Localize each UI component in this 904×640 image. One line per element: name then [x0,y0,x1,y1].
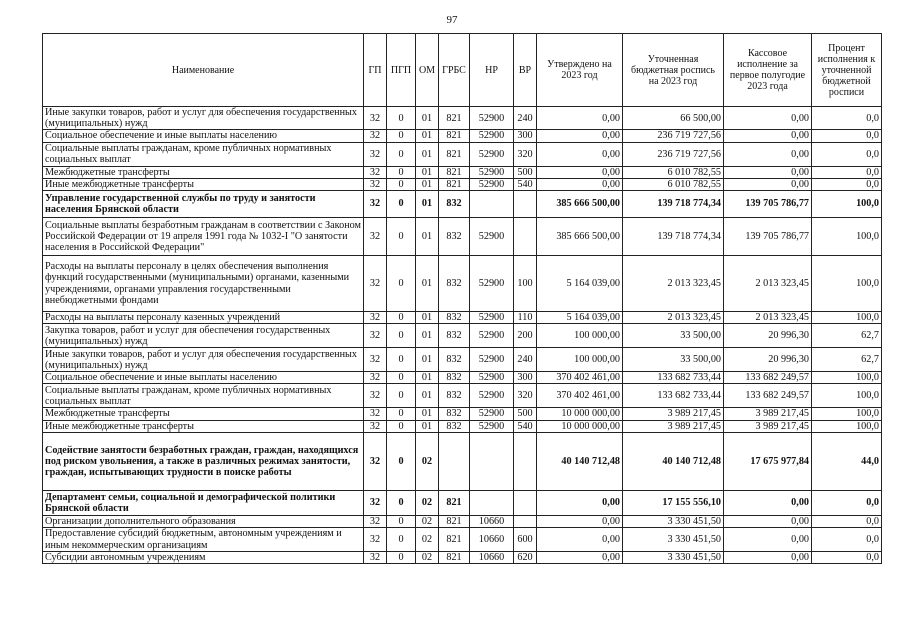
cell-np: 52900 [470,130,514,142]
cell-np: 52900 [470,348,514,372]
cell-ppgp: 0 [387,166,416,178]
cell-om: 01 [416,178,439,190]
page-number: 97 [446,14,458,26]
cell-refined: 6 010 782,55 [623,166,724,178]
cell-percent: 100,0 [812,408,882,420]
cell-percent: 100,0 [812,191,882,218]
cell-approved: 100 000,00 [537,324,623,348]
cell-ppgp: 0 [387,515,416,527]
cell-grbs: 832 [439,324,470,348]
cell-name: Департамент семьи, социальной и демографической политики Брянской области [43,490,364,515]
cell-ppgp: 0 [387,142,416,166]
col-header-approved: Утверждено на 2023 год [537,34,623,107]
cell-grbs: 821 [439,166,470,178]
cell-refined: 2 013 323,45 [623,312,724,324]
cell-percent: 0,0 [812,178,882,190]
table-row [43,384,882,408]
cell-om: 01 [416,348,439,372]
cell-np: 52900 [470,312,514,324]
col-header-cash: Кассовое исполнение за первое полугодие 2023 года [724,34,812,107]
cell-percent: 100,0 [812,372,882,384]
cell-name: Организации дополнительного образования [43,515,364,527]
cell-ppgp: 0 [387,107,416,130]
cell-gp: 32 [364,324,387,348]
cell-gp: 32 [364,408,387,420]
cell-om: 01 [416,130,439,142]
cell-grbs: 832 [439,372,470,384]
cell-np: 52900 [470,166,514,178]
cell-approved: 100 000,00 [537,348,623,372]
cell-approved: 0,00 [537,528,623,552]
cell-grbs [439,432,470,490]
cell-vr: 500 [514,166,537,178]
table-row [43,218,882,256]
cell-approved: 385 666 500,00 [537,191,623,218]
cell-cash: 139 705 786,77 [724,191,812,218]
cell-ppgp: 0 [387,130,416,142]
cell-vr [514,191,537,218]
cell-om: 01 [416,166,439,178]
cell-refined: 139 718 774,34 [623,191,724,218]
cell-gp: 32 [364,515,387,527]
cell-name: Социальные выплаты безработным гражданам в соответствии с Законом Российской Федерации от 19 апреля 1991 года № 1032-I "О занятости населения в Российской Федерации" [43,218,364,256]
cell-grbs: 821 [439,178,470,190]
cell-np: 10660 [470,528,514,552]
cell-approved: 5 164 039,00 [537,256,623,312]
cell-name: Управление государственной службы по труду и занятости населения Брянской области [43,191,364,218]
cell-vr: 200 [514,324,537,348]
table-row [43,312,882,324]
cell-np: 52900 [470,324,514,348]
cell-vr: 320 [514,384,537,408]
table-row [43,178,882,190]
cell-percent: 62,7 [812,348,882,372]
cell-om: 01 [416,142,439,166]
cell-vr [514,515,537,527]
table-row [43,515,882,527]
cell-refined: 33 500,00 [623,348,724,372]
table-row [43,372,882,384]
cell-gp: 32 [364,528,387,552]
cell-name: Содействие занятости безработных граждан, граждан, находящихся под риском увольнения, а также в различных режимах занятости, граждан, испытывающих трудности в поиске работы [43,432,364,490]
cell-cash: 0,00 [724,107,812,130]
col-header-percent: Процент исполнения к уточненной бюджетной росписи [812,34,882,107]
cell-refined: 133 682 733,44 [623,372,724,384]
cell-vr: 110 [514,312,537,324]
cell-om: 02 [416,528,439,552]
cell-vr: 540 [514,178,537,190]
table-header-row [43,34,882,107]
cell-name: Социальное обеспечение и иные выплаты населению [43,130,364,142]
cell-np: 52900 [470,142,514,166]
cell-ppgp: 0 [387,384,416,408]
cell-vr: 500 [514,408,537,420]
cell-np [470,490,514,515]
table-row [43,142,882,166]
cell-grbs: 821 [439,490,470,515]
cell-name: Иные закупки товаров, работ и услуг для обеспечения государственных (муниципальных) нужд [43,348,364,372]
table-row [43,348,882,372]
cell-cash: 0,00 [724,552,812,564]
cell-name: Социальные выплаты гражданам, кроме публичных нормативных социальных выплат [43,142,364,166]
cell-gp: 32 [364,142,387,166]
cell-cash: 0,00 [724,178,812,190]
cell-ppgp: 0 [387,432,416,490]
cell-percent: 62,7 [812,324,882,348]
cell-approved: 0,00 [537,166,623,178]
cell-approved: 370 402 461,00 [537,384,623,408]
cell-percent: 100,0 [812,256,882,312]
cell-om: 02 [416,552,439,564]
cell-gp: 32 [364,420,387,432]
cell-vr: 240 [514,107,537,130]
cell-cash: 0,00 [724,515,812,527]
cell-np: 10660 [470,515,514,527]
cell-vr: 600 [514,528,537,552]
cell-gp: 32 [364,178,387,190]
cell-name: Предоставление субсидий бюджетным, автономным учреждениям и иным некоммерческим организациям [43,528,364,552]
col-header-name: Наименование [43,34,364,107]
budget-execution-table [42,33,882,564]
cell-refined: 3 330 451,50 [623,515,724,527]
cell-percent: 0,0 [812,142,882,166]
cell-percent: 0,0 [812,107,882,130]
cell-cash: 0,00 [724,166,812,178]
table-row [43,490,882,515]
table-row [43,432,882,490]
cell-approved: 40 140 712,48 [537,432,623,490]
cell-approved: 385 666 500,00 [537,218,623,256]
cell-grbs: 832 [439,420,470,432]
cell-ppgp: 0 [387,528,416,552]
cell-ppgp: 0 [387,348,416,372]
cell-om: 01 [416,312,439,324]
cell-np: 52900 [470,372,514,384]
cell-cash: 17 675 977,84 [724,432,812,490]
cell-om: 01 [416,384,439,408]
cell-grbs: 832 [439,312,470,324]
cell-om: 01 [416,372,439,384]
cell-approved: 10 000 000,00 [537,420,623,432]
cell-approved: 0,00 [537,142,623,166]
cell-np: 52900 [470,420,514,432]
cell-refined: 2 013 323,45 [623,256,724,312]
cell-cash: 0,00 [724,490,812,515]
cell-approved: 0,00 [537,130,623,142]
col-header-ppgp: ПГП [387,34,416,107]
cell-grbs: 821 [439,528,470,552]
cell-refined: 3 330 451,50 [623,528,724,552]
cell-vr [514,218,537,256]
cell-name: Расходы на выплаты персоналу казенных учреждений [43,312,364,324]
cell-om: 01 [416,191,439,218]
cell-om: 01 [416,420,439,432]
cell-percent: 0,0 [812,130,882,142]
cell-cash: 139 705 786,77 [724,218,812,256]
cell-gp: 32 [364,166,387,178]
table-row [43,528,882,552]
cell-grbs: 821 [439,130,470,142]
cell-grbs: 832 [439,191,470,218]
cell-ppgp: 0 [387,552,416,564]
cell-ppgp: 0 [387,372,416,384]
cell-grbs: 821 [439,552,470,564]
cell-gp: 32 [364,312,387,324]
cell-refined: 3 330 451,50 [623,552,724,564]
cell-gp: 32 [364,372,387,384]
cell-percent: 0,0 [812,528,882,552]
cell-refined: 139 718 774,34 [623,218,724,256]
cell-np [470,191,514,218]
cell-cash: 0,00 [724,528,812,552]
table-row [43,324,882,348]
table-row [43,191,882,218]
cell-om: 01 [416,256,439,312]
cell-name: Субсидии автономным учреждениям [43,552,364,564]
cell-name: Социальное обеспечение и иные выплаты населению [43,372,364,384]
cell-approved: 0,00 [537,107,623,130]
cell-cash: 133 682 249,57 [724,384,812,408]
cell-name: Закупка товаров, работ и услуг для обеспечения государственных (муниципальных) нужд [43,324,364,348]
col-header-refined: Уточненная бюджетная роспись на 2023 год [623,34,724,107]
cell-approved: 0,00 [537,552,623,564]
cell-approved: 0,00 [537,178,623,190]
col-header-om: ОМ [416,34,439,107]
cell-gp: 32 [364,191,387,218]
cell-vr: 540 [514,420,537,432]
col-header-vr: ВР [514,34,537,107]
table-row [43,256,882,312]
cell-vr: 320 [514,142,537,166]
cell-gp: 32 [364,107,387,130]
table-row [43,420,882,432]
cell-refined: 40 140 712,48 [623,432,724,490]
cell-percent: 100,0 [812,312,882,324]
cell-cash: 133 682 249,57 [724,372,812,384]
table-row [43,166,882,178]
cell-refined: 133 682 733,44 [623,384,724,408]
cell-approved: 5 164 039,00 [537,312,623,324]
cell-ppgp: 0 [387,420,416,432]
col-header-gp: ГП [364,34,387,107]
cell-om: 02 [416,515,439,527]
cell-cash: 0,00 [724,142,812,166]
cell-np: 52900 [470,107,514,130]
cell-om: 01 [416,408,439,420]
cell-cash: 0,00 [724,130,812,142]
cell-refined: 66 500,00 [623,107,724,130]
cell-cash: 3 989 217,45 [724,420,812,432]
cell-refined: 6 010 782,55 [623,178,724,190]
cell-refined: 236 719 727,56 [623,142,724,166]
cell-approved: 370 402 461,00 [537,372,623,384]
cell-gp: 32 [364,384,387,408]
cell-refined: 17 155 556,10 [623,490,724,515]
cell-gp: 32 [364,432,387,490]
cell-np: 52900 [470,218,514,256]
cell-percent: 100,0 [812,384,882,408]
cell-np: 10660 [470,552,514,564]
cell-percent: 0,0 [812,490,882,515]
cell-ppgp: 0 [387,178,416,190]
cell-grbs: 832 [439,408,470,420]
cell-percent: 0,0 [812,166,882,178]
cell-om: 01 [416,324,439,348]
cell-cash: 3 989 217,45 [724,408,812,420]
cell-vr: 300 [514,372,537,384]
cell-name: Межбюджетные трансферты [43,408,364,420]
cell-cash: 20 996,30 [724,348,812,372]
cell-om: 02 [416,432,439,490]
cell-name: Социальные выплаты гражданам, кроме публичных нормативных социальных выплат [43,384,364,408]
cell-gp: 32 [364,130,387,142]
cell-name: Иные межбюджетные трансферты [43,178,364,190]
cell-percent: 100,0 [812,420,882,432]
cell-vr [514,490,537,515]
cell-grbs: 832 [439,384,470,408]
cell-cash: 2 013 323,45 [724,312,812,324]
cell-np: 52900 [470,178,514,190]
cell-name: Расходы на выплаты персоналу в целях обеспечения выполнения функций государственными (муниципальными) органами, казенными учреждениями, органами управления государственными внебюджетными фондами [43,256,364,312]
cell-vr: 240 [514,348,537,372]
cell-ppgp: 0 [387,191,416,218]
col-header-grbs: ГРБС [439,34,470,107]
cell-vr [514,432,537,490]
cell-gp: 32 [364,490,387,515]
cell-grbs: 832 [439,218,470,256]
cell-refined: 3 989 217,45 [623,408,724,420]
table-row [43,408,882,420]
cell-grbs: 832 [439,256,470,312]
cell-om: 02 [416,490,439,515]
table-row [43,130,882,142]
cell-om: 01 [416,218,439,256]
cell-refined: 33 500,00 [623,324,724,348]
cell-grbs: 821 [439,107,470,130]
cell-approved: 0,00 [537,490,623,515]
cell-np [470,432,514,490]
cell-gp: 32 [364,218,387,256]
cell-refined: 3 989 217,45 [623,420,724,432]
cell-vr: 300 [514,130,537,142]
cell-name: Межбюджетные трансферты [43,166,364,178]
cell-approved: 10 000 000,00 [537,408,623,420]
cell-approved: 0,00 [537,515,623,527]
cell-name: Иные закупки товаров, работ и услуг для обеспечения государственных (муниципальных) нужд [43,107,364,130]
cell-grbs: 821 [439,515,470,527]
cell-ppgp: 0 [387,408,416,420]
cell-vr: 100 [514,256,537,312]
cell-ppgp: 0 [387,256,416,312]
cell-gp: 32 [364,552,387,564]
cell-cash: 2 013 323,45 [724,256,812,312]
cell-refined: 236 719 727,56 [623,130,724,142]
cell-om: 01 [416,107,439,130]
table-row [43,552,882,564]
cell-gp: 32 [364,256,387,312]
cell-np: 52900 [470,384,514,408]
cell-ppgp: 0 [387,312,416,324]
cell-vr: 620 [514,552,537,564]
cell-percent: 100,0 [812,218,882,256]
cell-gp: 32 [364,348,387,372]
cell-ppgp: 0 [387,218,416,256]
cell-cash: 20 996,30 [724,324,812,348]
cell-percent: 0,0 [812,515,882,527]
cell-percent: 44,0 [812,432,882,490]
cell-np: 52900 [470,408,514,420]
col-header-np: НР [470,34,514,107]
cell-percent: 0,0 [812,552,882,564]
cell-grbs: 821 [439,142,470,166]
table-row [43,107,882,130]
cell-grbs: 832 [439,348,470,372]
cell-np: 52900 [470,256,514,312]
cell-ppgp: 0 [387,490,416,515]
cell-name: Иные межбюджетные трансферты [43,420,364,432]
cell-ppgp: 0 [387,324,416,348]
